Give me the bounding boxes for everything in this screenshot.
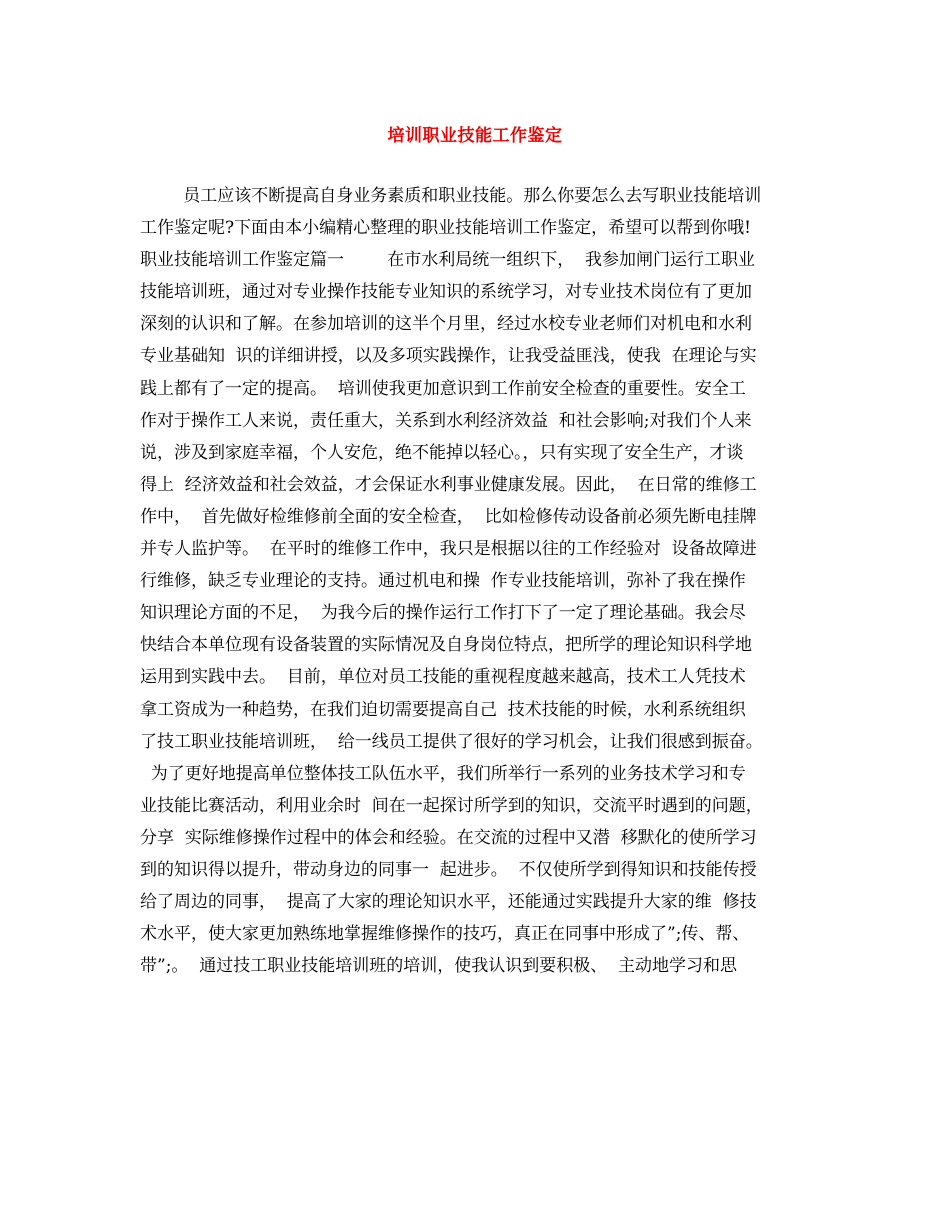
document-title: 培训职业技能工作鉴定 xyxy=(387,126,563,146)
body-line: 拿工资成为一种趋势，在我们迫切需要提高自己 技术技能的时候，水利系统组织 xyxy=(140,699,746,720)
body-line: 作中， 首先做好检维修前全面的安全检查， 比如检修传动设备前必须先断电挂牌 xyxy=(140,506,757,527)
body-line: 专业基础知 识的详细讲授，以及多项实践操作，让我受益匪浅，使我 在理论与实 xyxy=(140,346,757,367)
body-line: 快结合本单位现有设备装置的实际情况及自身岗位特点，把所学的理论知识科学地 xyxy=(140,635,752,656)
body-line: 术水平，使大家更加熟练地掌握维修操作的技巧，真正在同事中形成了”;传、帮、 xyxy=(140,924,750,945)
body-line: 到的知识得以提升，带动身边的同事一 起进步。 不仅使所学到得知识和技能传授 xyxy=(140,859,757,880)
body-line: 分享 实际维修操作过程中的体会和经验。在交流的过程中又潜 移默化的使所学习 xyxy=(140,827,757,848)
body-line: 知识理论方面的不足， 为我今后的操作运行工作打下了一定了理论基础。我会尽 xyxy=(140,603,746,624)
body-line: 并专人监护等。 在平时的维修工作中，我只是根据以往的工作经验对 设备故障进 xyxy=(140,539,757,560)
body-line: 工作鉴定呢?下面由本小编精心整理的职业技能培训工作鉴定，希望可以帮到你哦! xyxy=(140,218,751,239)
body-line: 得上 经济效益和社会效益，才会保证水利事业健康发展。因此， 在日常的维修工 xyxy=(140,474,757,495)
body-line: 深刻的认识和了解。在参加培训的这半个月里，经过水校专业老师们对机电和水利 xyxy=(140,314,752,335)
body-line: 运用到实践中去。 目前，单位对员工技能的重视程度越来越高，技术工人凭技术 xyxy=(140,667,746,688)
body-line: 员工应该不断提高自身业务素质和职业技能。那么你要怎么去写职业技能培训 xyxy=(140,186,762,206)
body-line: 带”;。 通过技工职业技能培训班的培训，使我认识到要积极、 主动地学习和思 xyxy=(140,956,738,977)
body-line: 给了周边的同事， 提高了大家的理论知识水平，还能通过实践提升大家的维 修技 xyxy=(140,892,757,913)
document-body xyxy=(140,180,820,982)
body-line: 为了更好地提高单位整体技工队伍水平，我们所举行一系列的业务技术学习和专 xyxy=(140,763,746,784)
body-line: 技能培训班，通过对专业操作技能专业知识的系统学习，对专业技术岗位有了更加 xyxy=(140,282,752,303)
body-line: 作对于操作工人来说，责任重大，关系到水利经济效益 和社会影响;对我们个人来 xyxy=(140,410,752,431)
body-line: 行维修，缺乏专业理论的支持。通过机电和操 作专业技能培训，弥补了我在操作 xyxy=(140,571,746,592)
body-line: 说，涉及到家庭幸福，个人安危，绝不能掉以轻心。，只有实现了安全生产，才谈 xyxy=(140,442,744,463)
body-line: 践上都有了一定的提高。 培训使我更加意识到工作前安全检查的重要性。安全工 xyxy=(140,378,746,399)
body-line: 业技能比赛活动，利用业余时 间在一起探讨所学到的知识，交流平时遇到的问题， xyxy=(140,795,763,816)
body-line: 职业技能培训工作鉴定篇一 在市水利局统一组织下， 我参加闸门运行工职业 xyxy=(140,250,756,271)
body-line: 了技工职业技能培训班， 给一线员工提供了很好的学习机会，让我们很感到振奋。 xyxy=(140,731,763,752)
